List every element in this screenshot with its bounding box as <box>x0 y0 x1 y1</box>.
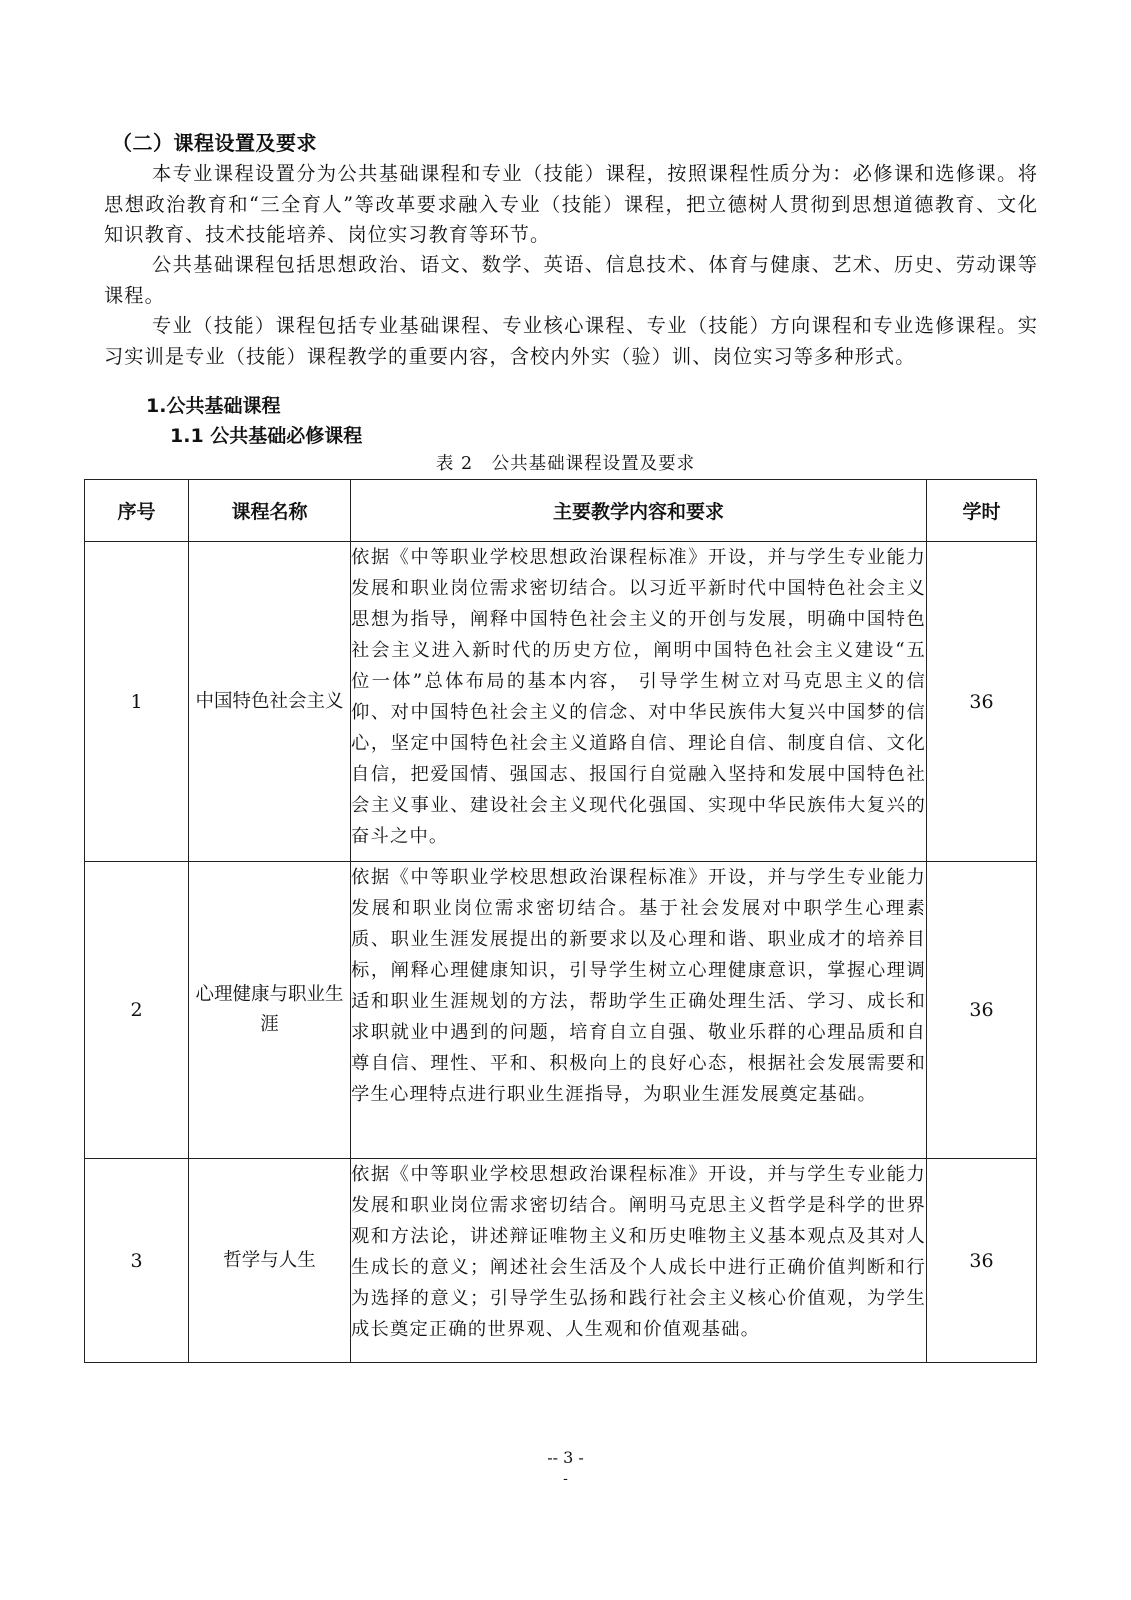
page-number: -- 3 - <box>547 1448 584 1467</box>
paragraph-professional-courses: 专业（技能）课程包括专业基础课程、专业核心课程、专业（技能）方向课程和专业选修课程。实习实训是专业（技能）课程教学的重要内容，含校内外实（验）训、岗位实习等多种形式。 <box>104 314 1038 368</box>
row-number: 1 <box>85 542 189 862</box>
course-name: 心理健康与职业生涯 <box>189 862 351 1159</box>
header-number: 序号 <box>85 480 189 542</box>
heading-public-basic-courses: 1.公共基础课程 <box>146 395 281 417</box>
paragraph-public-courses: 公共基础课程包括思想政治、语文、数学、英语、信息技术、体育与健康、艺术、历史、劳动课等课程。 <box>104 253 1038 307</box>
course-table <box>84 479 1037 1363</box>
table-caption: 表 2 公共基础课程设置及要求 <box>435 454 696 474</box>
course-hours: 36 <box>927 862 1037 1159</box>
table-row <box>85 1159 1037 1363</box>
course-hours: 36 <box>927 542 1037 862</box>
table-header-row <box>85 480 1037 542</box>
paragraph-course-structure: 本专业课程设置分为公共基础课程和专业（技能）课程，按照课程性质分为：必修课和选修课。将思想政治教育和“三全育人”等改革要求融入专业（技能）课程，把立德树人贯彻到思想道德教育、文化知识教育、技术技能培养、岗位实习教育等环节。 <box>104 162 1038 246</box>
section-heading: （二）课程设置及要求 <box>112 131 317 155</box>
table-row <box>85 862 1037 1159</box>
header-hours: 学时 <box>927 480 1037 542</box>
course-name: 中国特色社会主义 <box>189 542 351 862</box>
course-name: 哲学与人生 <box>189 1159 351 1363</box>
heading-public-required-courses: 1.1 公共基础必修课程 <box>170 425 363 447</box>
course-content: 依据《中等职业学校思想政治课程标准》开设，并与学生专业能力发展和职业岗位需求密切结合。以习近平新时代中国特色社会主义思想为指导，阐释中国特色社会主义的开创与发展，明确中国特色社会主义进入新时代的历史方位，阐明中国特色社会主义建设“五位一体”总体布局的基本内容， 引导学生树立对马克思主义的信仰、对中国特色社会主义的信念、对中华民族伟大复兴中国梦的信心，坚定中国特色社会主义道路自信、理论自信、制度自信、文化自信，把爱国情、强国志、报国行自觉融入坚持和发展中国特色社会主义事业、建设社会主义现代化强国、实现中华民族伟大复兴的奋斗之中。 <box>351 542 927 862</box>
course-content: 依据《中等职业学校思想政治课程标准》开设，并与学生专业能力发展和职业岗位需求密切结合。阐明马克思主义哲学是科学的世界观和方法论，讲述辩证唯物主义和历史唯物主义基本观点及其对人生成长的意义；阐述社会生活及个人成长中进行正确价值判断和行为选择的意义；引导学生弘扬和践行社会主义核心价值观，为学生成长奠定正确的世界观、人生观和价值观基础。 <box>351 1159 927 1363</box>
footer-mark: - <box>563 1471 568 1487</box>
header-content: 主要教学内容和要求 <box>351 480 927 542</box>
header-course-name: 课程名称 <box>189 480 351 542</box>
table-row <box>85 542 1037 862</box>
row-number: 3 <box>85 1159 189 1363</box>
course-content: 依据《中等职业学校思想政治课程标准》开设，并与学生专业能力发展和职业岗位需求密切结合。基于社会发展对中职学生心理素质、职业生涯发展提出的新要求以及心理和谐、职业成才的培养目标，阐释心理健康知识，引导学生树立心理健康意识，掌握心理调适和职业生涯规划的方法，帮助学生正确处理生活、学习、成长和求职就业中遇到的问题，培育自立自强、敬业乐群的心理品质和自尊自信、理性、平和、积极向上的良好心态，根据社会发展需要和学生心理特点进行职业生涯指导，为职业生涯发展奠定基础。 <box>351 862 927 1159</box>
row-number: 2 <box>85 862 189 1159</box>
course-hours: 36 <box>927 1159 1037 1363</box>
